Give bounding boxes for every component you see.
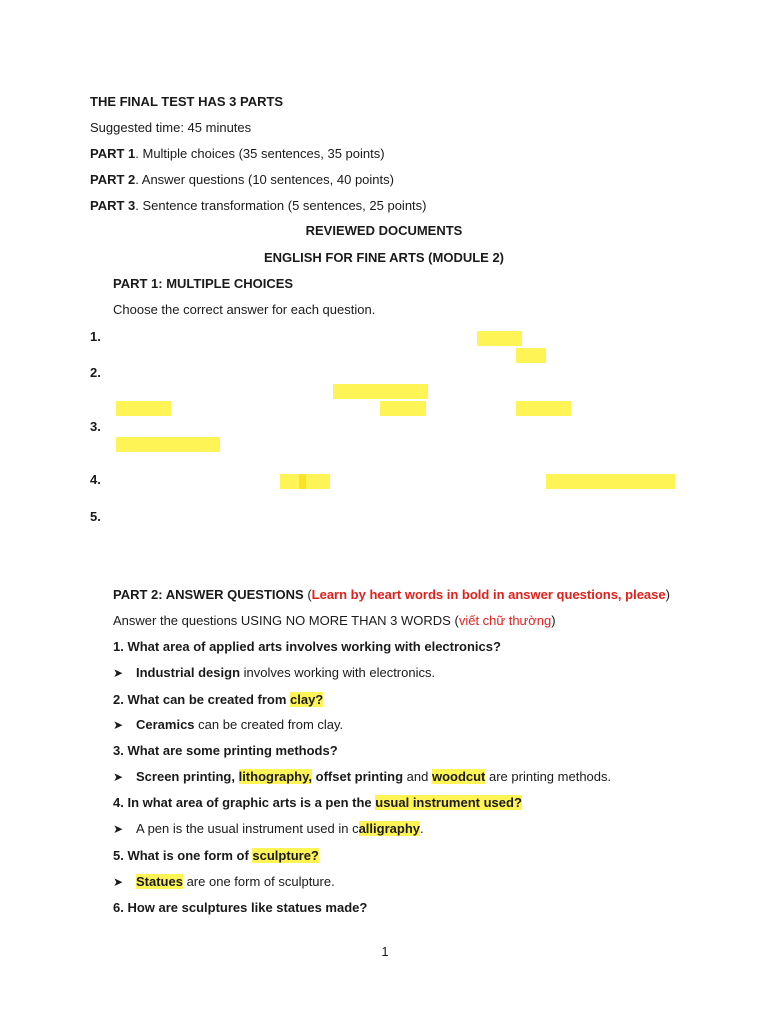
highlight-block bbox=[299, 474, 306, 489]
suggested-time: Suggested time: 45 minutes bbox=[90, 120, 252, 135]
highlight-block bbox=[516, 348, 546, 363]
part-1-summary bbox=[90, 145, 385, 163]
answer-4: A pen is the usual instrument used in calligraphy. bbox=[136, 821, 424, 836]
highlight-block bbox=[546, 474, 675, 489]
arrowhead-bullet-icon: ➤ bbox=[113, 770, 124, 784]
question-number: 2. bbox=[90, 365, 101, 380]
part2-heading: PART 2: ANSWER QUESTIONS (Learn by heart words in bold in answer questions, please) bbox=[113, 587, 670, 602]
part2-instruction: Answer the questions USING NO MORE THAN 3 WORDS (viết chữ thường) bbox=[113, 613, 556, 628]
part1-heading: PART 1: MULTIPLE CHOICES bbox=[113, 276, 294, 291]
answer-1: Industrial design involves working with electronics. bbox=[136, 665, 436, 680]
question-3: 3. What are some printing methods? bbox=[113, 743, 338, 758]
reviewed-subtitle: ENGLISH FOR FINE ARTS (MODULE 2) bbox=[263, 250, 505, 265]
answer-3: Screen printing, lithography, offset printing and woodcut are printing methods. bbox=[136, 769, 612, 784]
question-number: 5. bbox=[90, 509, 101, 524]
question-number: 4. bbox=[90, 472, 101, 487]
arrowhead-bullet-icon: ➤ bbox=[113, 875, 124, 889]
highlight-block bbox=[516, 401, 571, 416]
part-desc: . Sentence transformation (5 sentences, 25 points) bbox=[135, 198, 427, 213]
part-desc: . Multiple choices (35 sentences, 35 points) bbox=[135, 146, 385, 161]
part-label: PART 3 bbox=[90, 198, 136, 213]
highlight-block bbox=[477, 331, 522, 346]
question-6: 6. How are sculptures like statues made? bbox=[113, 900, 368, 915]
red-note: Learn by heart words in bold in answer questions, please bbox=[311, 587, 666, 602]
question-number: 3. bbox=[90, 419, 101, 434]
arrowhead-bullet-icon: ➤ bbox=[113, 822, 124, 836]
part-desc: . Answer questions (10 sentences, 40 points) bbox=[135, 172, 394, 187]
red-note: viết chữ thường bbox=[458, 613, 552, 628]
part-label: PART 2 bbox=[90, 172, 136, 187]
highlight-block bbox=[380, 401, 426, 416]
answer-5: Statues are one form of sculpture. bbox=[136, 874, 335, 889]
highlight-block bbox=[116, 437, 220, 452]
part1-instruction: Choose the correct answer for each question. bbox=[113, 302, 376, 317]
highlight-block bbox=[333, 384, 428, 399]
highlight-block bbox=[116, 401, 171, 416]
question-number: 1. bbox=[90, 329, 101, 344]
part-3-summary bbox=[90, 197, 426, 215]
arrowhead-bullet-icon: ➤ bbox=[113, 666, 124, 680]
arrowhead-bullet-icon: ➤ bbox=[113, 718, 124, 732]
reviewed-title: REVIEWED DOCUMENTS bbox=[305, 223, 463, 238]
question-2: 2. What can be created from clay? bbox=[113, 692, 324, 707]
page-number: 1 bbox=[381, 944, 389, 959]
part-2-summary bbox=[90, 171, 394, 189]
question-4: 4. In what area of graphic arts is a pen the usual instrument used? bbox=[113, 795, 522, 810]
answer-2: Ceramics can be created from clay. bbox=[136, 717, 344, 732]
question-5: 5. What is one form of sculpture? bbox=[113, 848, 319, 863]
question-1: 1. What area of applied arts involves working with electronics? bbox=[113, 639, 501, 654]
test-title: THE FINAL TEST HAS 3 PARTS bbox=[90, 94, 284, 109]
part-label: PART 1 bbox=[90, 146, 136, 161]
